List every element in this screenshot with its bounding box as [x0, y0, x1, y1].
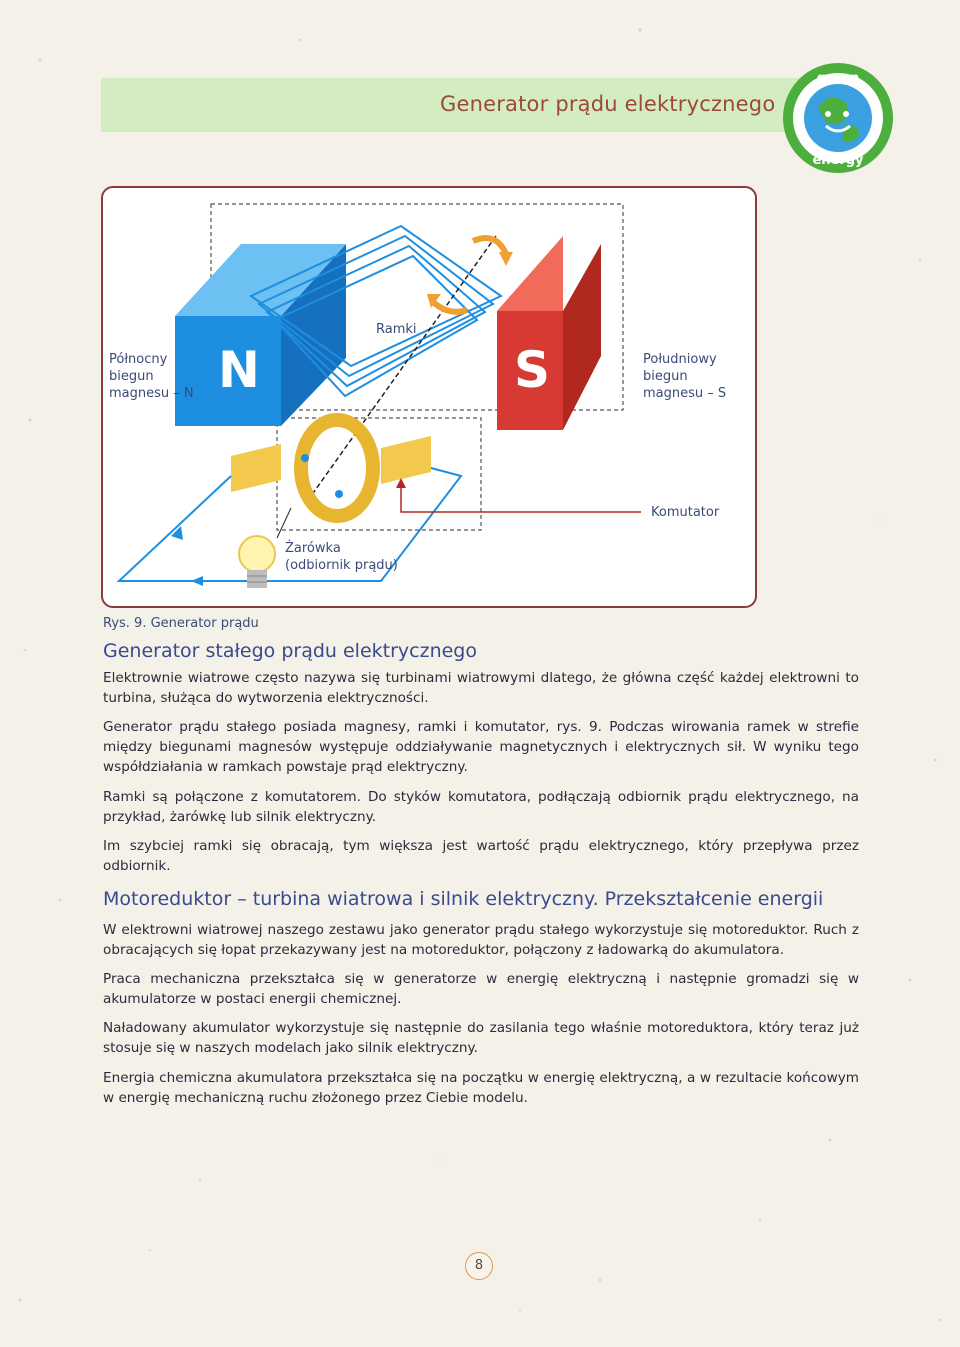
- bulb-label-line-1: Żarówka: [285, 541, 341, 556]
- section-title-generator: Generator stałego prądu elektrycznego: [103, 640, 477, 662]
- section-title-motoreductor: Motoreduktor – turbina wiatrowa i silnik elektryczny. Przekształcenie energii: [103, 888, 824, 910]
- south-pole-label: [643, 351, 726, 402]
- page-number: 8: [465, 1252, 493, 1280]
- north-label-line-1: Północny: [109, 352, 168, 367]
- south-label-line-3: magnesu – S: [643, 386, 727, 401]
- paragraph: Elektrownie wiatrowe często nazywa się turbinami wiatrowymi dlatego, że główna część każdej elektrowni to turbina, służąca do wytworzenia elektryczności.: [103, 670, 859, 706]
- paragraph: Generator prądu stałego posiada magnesy, ramki i komutator, rys. 9. Podczas wirowania ramek w strefie między biegunami magnesów występuje oddziaływanie magnetycznych i elektrycznych sił. W wyniku tego współdziałania w ramkach powstaje prąd elektryczny.: [103, 719, 859, 775]
- commutator-label: Komutator: [651, 505, 720, 520]
- south-label-line-2: biegun: [643, 369, 688, 384]
- paragraph: Ramki są połączone z komutatorem. Do styków komutatora, podłączają odbiornik prądu elektrycznego, na przykład, żarówkę lub silnik elektryczny.: [103, 789, 859, 825]
- north-letter: N: [218, 341, 260, 399]
- south-label-line-1: Południowy: [643, 352, 717, 367]
- paragraph: Energia chemiczna akumulatora przekształca się na początku w energię elektryczną, a w rezultacie końcowym w energię mechaniczną ruchu złożonego przez Ciebie modelu.: [103, 1070, 859, 1106]
- figure-caption: Rys. 9. Generator prądu: [103, 616, 259, 631]
- paragraph: Praca mechaniczna przekształca się w generatorze w energię elektryczną i następnie gromadzi się w akumulatorze w postaci energii chemicznej.: [103, 971, 859, 1007]
- north-label-line-3: magnesu – N: [109, 386, 194, 401]
- frames-label: Ramki: [376, 322, 417, 337]
- north-pole-label: [109, 351, 194, 402]
- logo-text-top: green: [816, 71, 860, 86]
- page-title: Generator prądu elektrycznego: [440, 92, 776, 116]
- north-label-line-2: biegun: [109, 369, 154, 384]
- paragraph: W elektrowni wiatrowej naszego zestawu jako generator prądu stałego wykorzystuje się motoreduktor. Ruch z obracających się łopat przekazywany jest na motoreduktor, połączony z ładowarką do akumulatora.: [103, 922, 859, 958]
- paragraph: Naładowany akumulator wykorzystuje się następnie do zasilania tego właśnie motoreduktora, który teraz już stosuje się w naszych modelach jako silnik elektryczny.: [103, 1020, 859, 1056]
- bulb-label: [285, 540, 398, 574]
- logo-text-bottom: energy: [812, 153, 864, 168]
- green-energy-logo: [782, 62, 894, 174]
- paragraph: Im szybciej ramki się obracają, tym większa jest wartość prądu elektrycznego, który przepływa przez odbiornik.: [103, 838, 859, 874]
- bulb-label-line-2: (odbiornik prądu): [285, 558, 398, 573]
- south-letter: S: [514, 341, 551, 399]
